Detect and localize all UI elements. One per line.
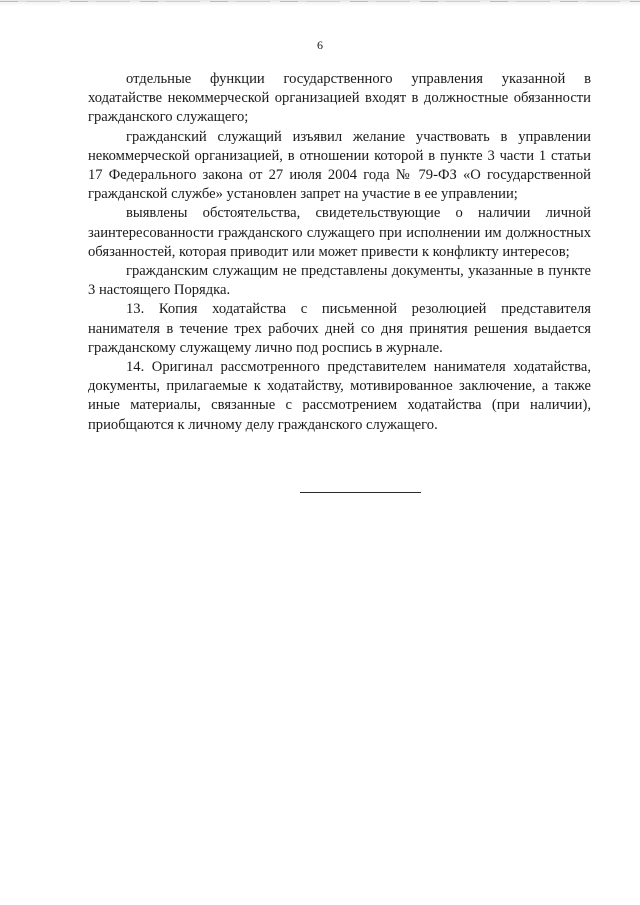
document-body (88, 70, 591, 435)
paragraph-condition-missing-documents: гражданским служащим не представлены документы, указанные в пункте 3 настоящего Порядка. (88, 263, 591, 299)
end-of-document-rule (300, 492, 421, 493)
paragraph-condition-functions: отдельные функции государственного управления указанной в ходатайстве некоммерческой организацией входят в должностные обязанности гражданского служащего; (88, 71, 591, 126)
scan-top-edge (0, 0, 640, 6)
page-number: 6 (317, 38, 323, 52)
paragraph-condition-conflict-of-interest: выявлены обстоятельства, свидетельствующие о наличии личной заинтересованности гражданского служащего при исполнении им должностных обязанностей, которая приводит или может привести к конфликту интересов; (88, 205, 591, 260)
paragraph-condition-prohibition: гражданский служащий изъявил желание участвовать в управлении некоммерческой организацией, в отношении которой в пункте 3 части 1 статьи 17 Федерального закона от 27 июля 2004 года № 79-ФЗ «О государственной гражданской службе» установлен запрет на участие в ее управлении; (88, 128, 591, 203)
paragraph-clause-13: 13. Копия ходатайства с письменной резолюцией представителя нанимателя в течение трех рабочих дней со дня принятия решения выдается гражданскому служащему лично под роспись в журнале. (88, 301, 591, 356)
paragraph-clause-14: 14. Оригинал рассмотренного представителем нанимателя ходатайства, документы, прилагаемые к ходатайству, мотивированное заключение, а также иные материалы, связанные с рассмотрением ходатайства (при наличии), приобщаются к личному делу гражданского служащего. (88, 359, 591, 433)
